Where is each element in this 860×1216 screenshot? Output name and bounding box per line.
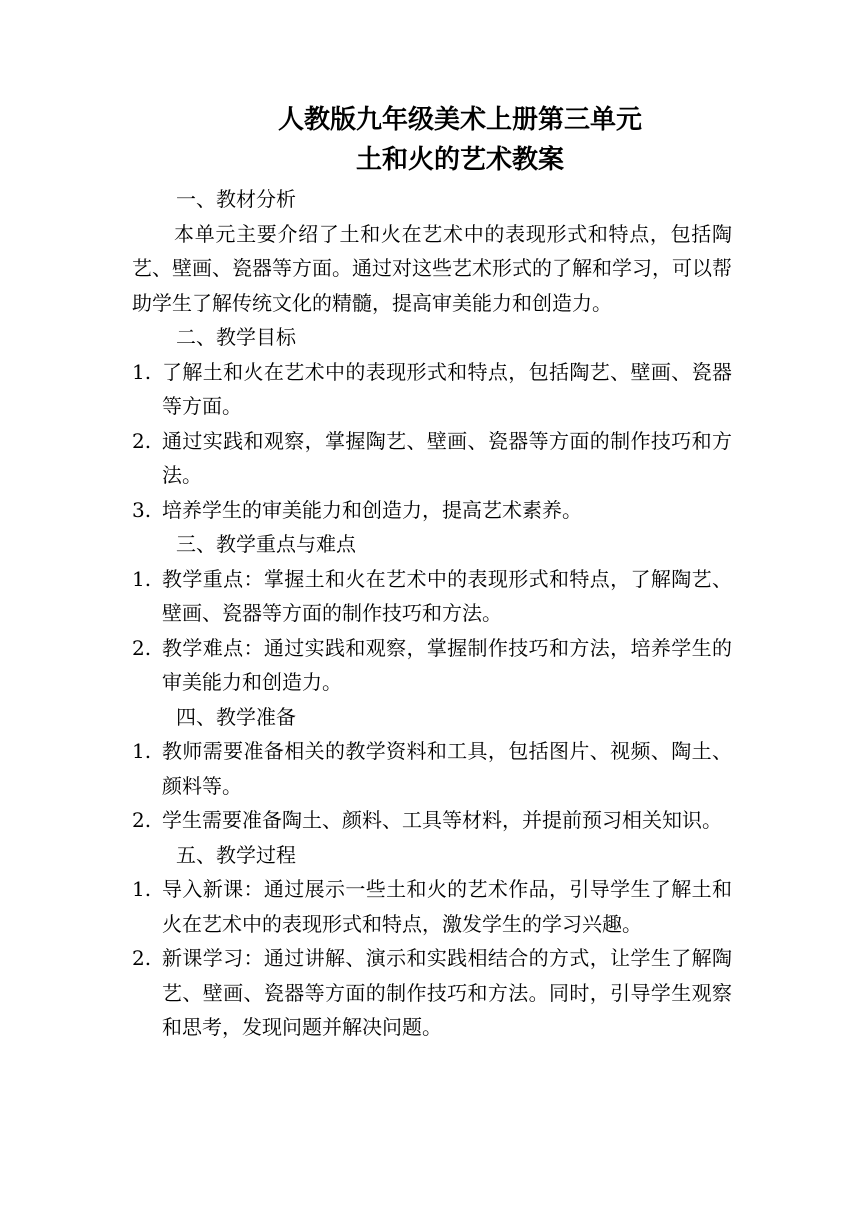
section-heading-key-points: 三、教学重点与难点 [176, 532, 356, 556]
list-item [0, 803, 732, 838]
preparation-list [0, 734, 860, 838]
teaching-process-list [0, 872, 860, 1045]
document-body [0, 182, 860, 1045]
list-item-number: 2. [132, 428, 152, 453]
list-item [0, 493, 732, 528]
list-item [0, 562, 732, 631]
list-item-text: 教学重点：掌握土和火在艺术中的表现形式和特点，了解陶艺、壁画、瓷器等方面的制作技巧和方法。 [162, 566, 732, 625]
list-item-text: 教学难点：通过实践和观察，掌握制作技巧和方法，培养学生的审美能力和创造力。 [162, 635, 732, 694]
list-item-number: 1. [132, 359, 152, 384]
list-item [0, 424, 732, 493]
list-item-number: 2. [132, 635, 152, 660]
list-item [0, 631, 732, 700]
section-heading-teaching-process: 五、教学过程 [176, 842, 296, 867]
list-item-text: 了解土和火在艺术中的表现形式和特点，包括陶艺、壁画、瓷器等方面。 [162, 359, 732, 418]
list-item-number: 3. [132, 497, 152, 522]
list-item-text: 导入新课：通过展示一些土和火的艺术作品，引导学生了解土和火在艺术中的表现形式和特点，激发学生的学习兴趣。 [162, 877, 732, 936]
list-item [0, 941, 732, 1045]
document-title: 人教版九年级美术上册第三单元 [277, 105, 642, 135]
key-points-list [0, 562, 860, 700]
list-item-text: 通过实践和观察，掌握陶艺、壁画、瓷器等方面的制作技巧和方法。 [162, 428, 732, 487]
list-item-number: 2. [132, 946, 152, 970]
list-item-number: 2. [132, 808, 152, 832]
document-subtitle: 土和火的艺术教案 [355, 145, 564, 175]
section-paragraph-materials-analysis: 本单元主要介绍了土和火在艺术中的表现形式和特点，包括陶艺、壁画、瓷器等方面。通过对这些艺术形式的了解和学习，可以帮助学生了解传统文化的精髓，提高审美能力和创造力。 [132, 221, 732, 315]
teaching-goals-list [0, 355, 860, 528]
list-item-text: 学生需要准备陶土、颜料、工具等材料，并提前预习相关知识。 [162, 808, 722, 832]
list-item-number: 1. [132, 739, 152, 763]
section-heading-materials-analysis: 一、教材分析 [176, 187, 296, 211]
list-item-number: 1. [132, 566, 152, 591]
list-item [0, 872, 732, 941]
list-item-text: 培养学生的审美能力和创造力，提高艺术素养。 [162, 497, 582, 522]
list-item-text: 教师需要准备相关的教学资料和工具，包括图片、视频、陶土、颜料等。 [162, 739, 732, 798]
list-item [0, 355, 732, 424]
list-item-number: 1. [132, 877, 152, 901]
section-heading-preparation: 四、教学准备 [176, 704, 296, 729]
list-item-text: 新课学习：通过讲解、演示和实践相结合的方式，让学生了解陶艺、壁画、瓷器等方面的制作技巧和方法。同时，引导学生观察和思考，发现问题并解决问题。 [162, 946, 732, 1039]
section-heading-teaching-goals: 二、教学目标 [176, 325, 296, 349]
list-item [0, 734, 732, 803]
